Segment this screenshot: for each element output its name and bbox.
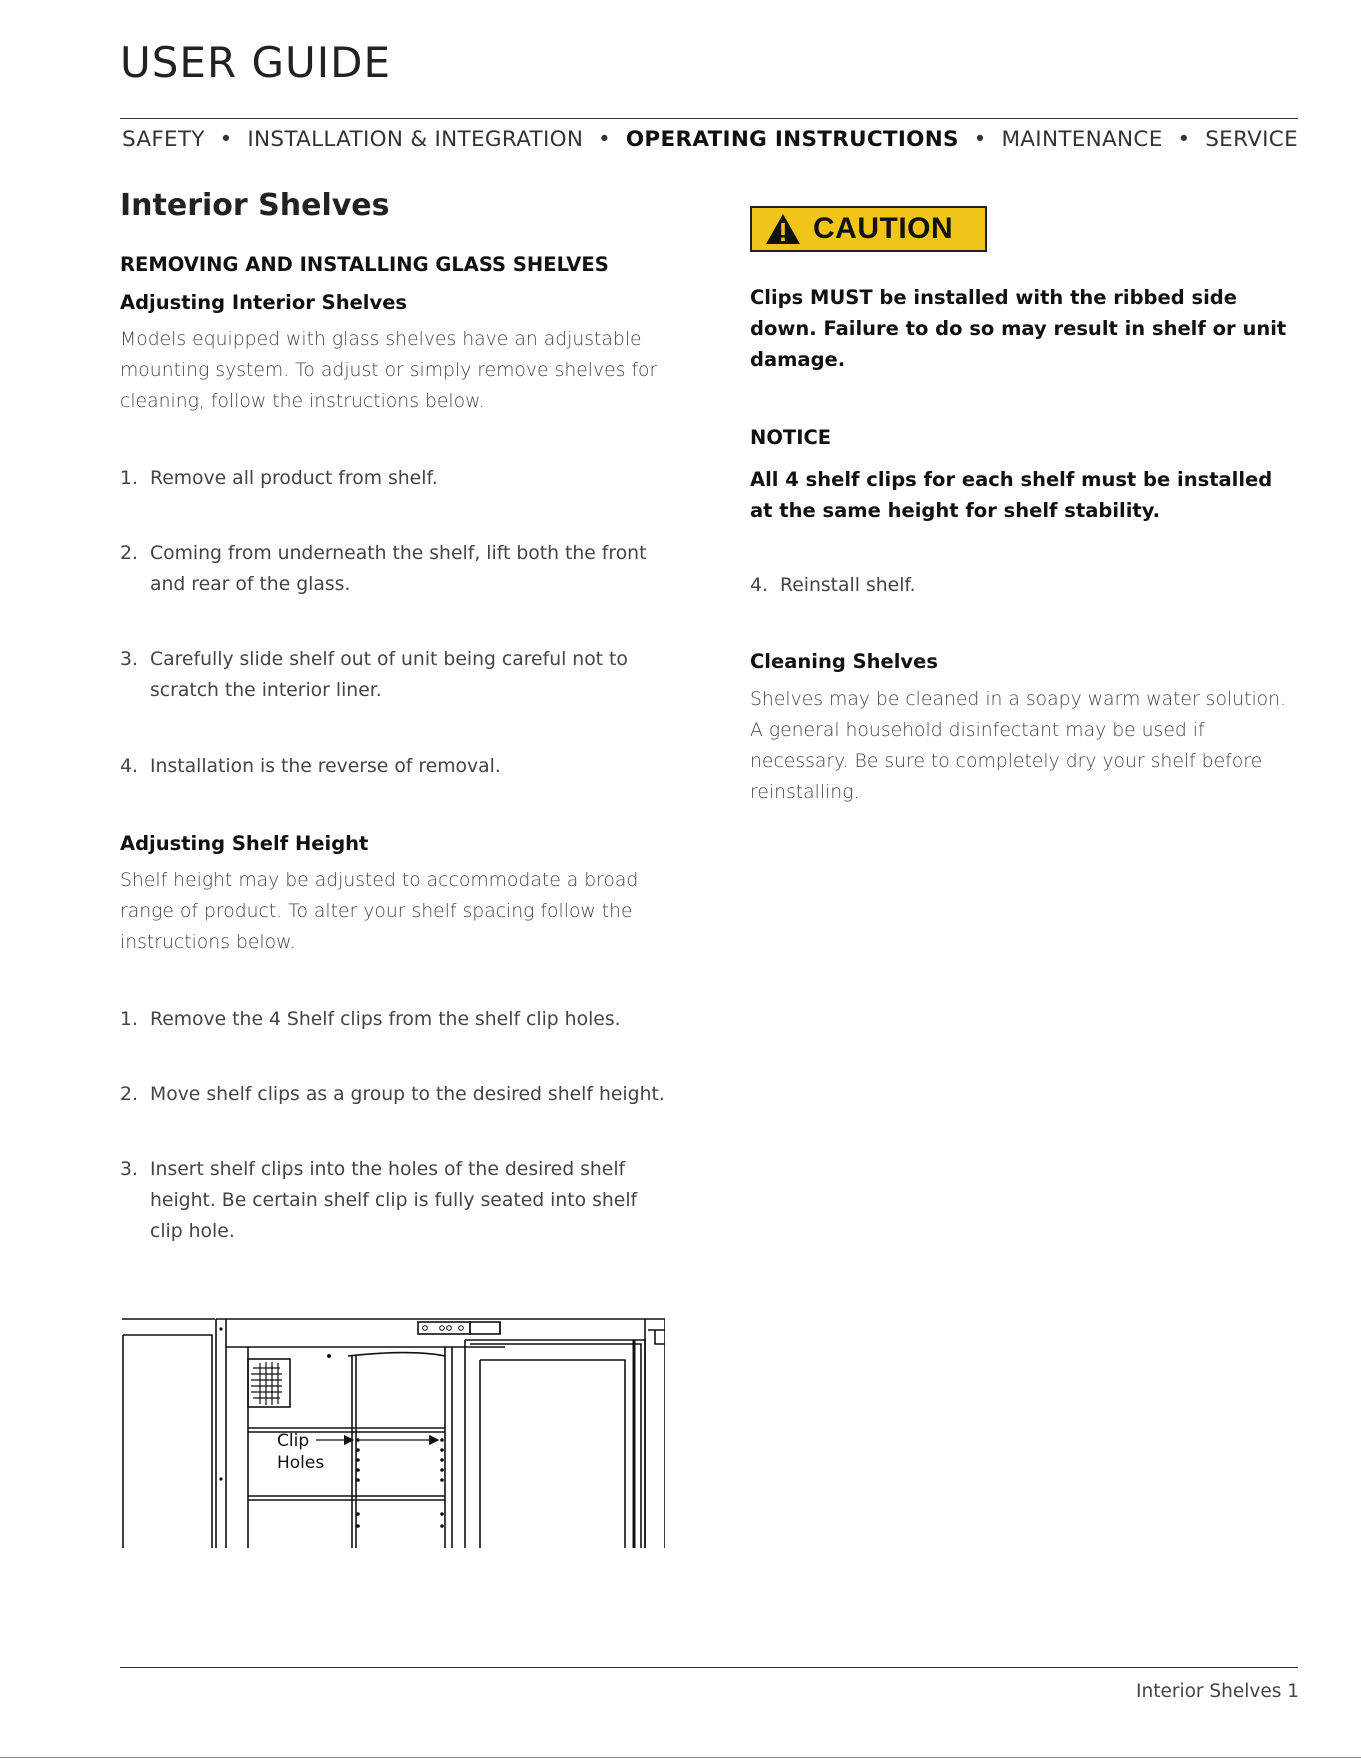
caution-label: CAUTION — [813, 212, 954, 245]
list-item — [120, 1154, 670, 1247]
step-text: Carefully slide shelf out of unit being careful not to scratch the interior liner. — [150, 649, 628, 701]
footer-rule — [120, 1667, 1298, 1668]
clip-holes-label-line2: Holes — [277, 1453, 325, 1473]
step-number: 4. — [750, 575, 768, 596]
section-title: Interior Shelves — [120, 188, 390, 223]
adjusting-intro: Models equipped with glass shelves have an adjustable mounting system. To adjust or simply remove shelves for cleaning, follow the instructions below. — [120, 329, 658, 412]
nav-separator: • — [219, 127, 233, 152]
step-number: 2. — [120, 543, 138, 564]
clip-holes-label-line1: Clip — [277, 1431, 310, 1451]
list-item — [120, 751, 670, 782]
caution-banner — [750, 206, 987, 252]
cleaning-text: Shelves may be cleaned in a soapy warm water solution. A general household disinfectant may be used if necessary. Be sure to completely dry your shelf before reinstalling. — [750, 689, 1287, 803]
step-text: Reinstall shelf. — [780, 575, 916, 596]
document-title: USER GUIDE — [120, 38, 392, 87]
refrigerator-diagram — [120, 1316, 665, 1550]
step-text: Installation is the reverse of removal. — [150, 756, 501, 777]
step-number: 3. — [120, 649, 138, 670]
list-item — [120, 1004, 670, 1035]
nav-service[interactable]: SERVICE — [1205, 127, 1298, 152]
nav-separator: • — [598, 127, 612, 152]
adjusting-shelves-heading: Adjusting Interior Shelves — [120, 291, 408, 314]
step-text: Move shelf clips as a group to the desired shelf height. — [150, 1084, 665, 1105]
step-text: Insert shelf clips into the holes of the desired shelf height. Be certain shelf clip is fully seated into shelf clip hole. — [150, 1159, 638, 1242]
list-item — [750, 570, 1298, 601]
page-footer-label: Interior Shelves 1 — [1136, 1681, 1299, 1702]
nav-separator: • — [1177, 127, 1191, 152]
nav-separator: • — [973, 127, 987, 152]
step-number: 1. — [120, 468, 138, 489]
step-text: Coming from underneath the shelf, lift both the front and rear of the glass. — [150, 543, 647, 595]
step-text: Remove the 4 Shelf clips from the shelf clip holes. — [150, 1009, 621, 1030]
section-nav — [122, 127, 1298, 152]
step-number: 4. — [120, 756, 138, 777]
caution-text: Clips MUST be installed with the ribbed side down. Failure to do so may result in shelf or unit damage. — [750, 286, 1287, 371]
shelf-clip-figure — [120, 1316, 665, 1550]
list-item — [120, 463, 670, 494]
list-item — [120, 1079, 680, 1110]
notice-heading: NOTICE — [750, 426, 832, 449]
nav-safety[interactable]: SAFETY — [122, 127, 205, 152]
list-item — [120, 538, 670, 600]
step-number: 3. — [120, 1159, 138, 1180]
shelf-height-heading: Adjusting Shelf Height — [120, 832, 369, 855]
warning-triangle-icon — [765, 213, 801, 245]
step-number: 1. — [120, 1009, 138, 1030]
cleaning-shelves-heading: Cleaning Shelves — [750, 650, 938, 673]
header-rule — [120, 118, 1298, 119]
list-item — [120, 644, 670, 706]
notice-text: All 4 shelf clips for each shelf must be installed at the same height for shelf stability. — [750, 468, 1273, 522]
step-number: 2. — [120, 1084, 138, 1105]
step-text: Remove all product from shelf. — [150, 468, 438, 489]
nav-operating-instructions[interactable]: OPERATING INSTRUCTIONS — [625, 127, 959, 152]
nav-maintenance[interactable]: MAINTENANCE — [1001, 127, 1163, 152]
shelf-height-intro: Shelf height may be adjusted to accommodate a broad range of product. To alter your shelf spacing follow the instructions below. — [120, 870, 639, 953]
removing-installing-heading: REMOVING AND INSTALLING GLASS SHELVES — [120, 253, 609, 276]
page-edge-line — [0, 1757, 1361, 1758]
nav-installation[interactable]: INSTALLATION & INTEGRATION — [247, 127, 584, 152]
